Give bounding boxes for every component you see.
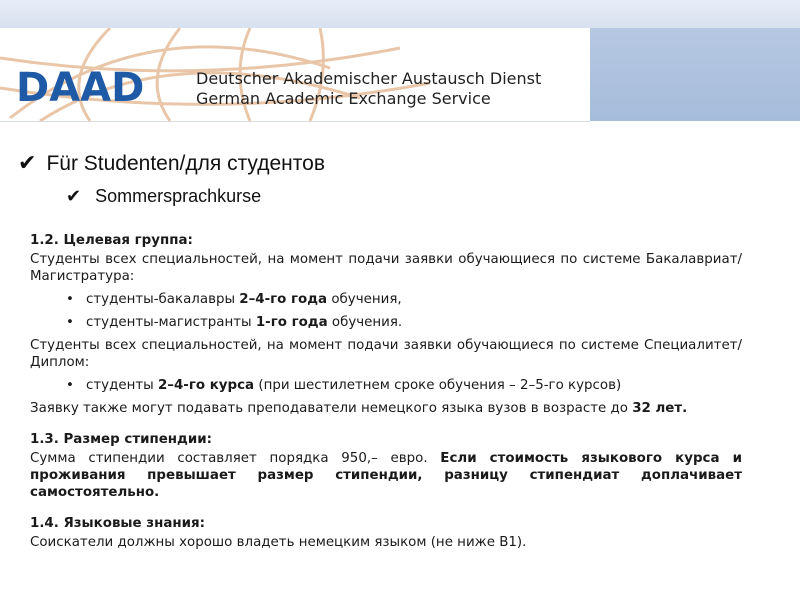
bullet-level1 <box>18 150 325 176</box>
paragraph-specialist-diploma: Студенты всех специальностей, на момент подачи заявки обучающиеся по системе Специалитет/Диплом: <box>30 338 742 370</box>
scanned-document <box>30 232 742 551</box>
bullet-level1-text: Für Studenten/для студентов <box>46 152 325 175</box>
bullet-level2 <box>66 186 261 207</box>
checkmark-icon: ✔ <box>66 186 82 206</box>
bullet-level2-text: Sommersprachkurse <box>95 186 262 206</box>
org-name-english: German Academic Exchange Service <box>196 89 491 108</box>
daad-logo: DAAD <box>16 65 145 111</box>
header-right-panel <box>590 28 800 121</box>
paragraph-teachers: Заявку также могут подавать преподаватели немецкого языка вузов в возрасте до 32 лет. <box>30 401 688 416</box>
list-bachelor-master <box>66 291 742 331</box>
header-banner <box>0 28 590 122</box>
list-item: • студенты-магистранты 1-го года обучения. <box>66 314 742 331</box>
section-heading-1-3: 1.3. Размер стипендии: <box>30 432 212 447</box>
list-item: • студенты-бакалавры 2–4-го года обучения, <box>66 291 742 308</box>
paragraph-language: Соискатели должны хорошо владеть немецким языком (не ниже B1). <box>30 535 527 550</box>
list-item: • студенты 2–4-го курса (при шестилетнем сроке обучения – 2–5-го курсов) <box>66 377 742 394</box>
paragraph-stipend: Сумма стипендии составляет порядка 950,– евро. Если стоимость языкового курса и проживания превышает размер стипендии, разницу стипендиат доплачивает самостоятельно. <box>30 451 742 500</box>
top-bar <box>0 0 800 28</box>
paragraph-bachelor-master: Студенты всех специальностей, на момент подачи заявки обучающиеся по системе Бакалавриат/Магистратура: <box>30 252 742 284</box>
checkmark-icon: ✔ <box>18 150 37 175</box>
section-heading-1-2: 1.2. Целевая группа: <box>30 233 193 248</box>
section-heading-1-4: 1.4. Языковые знания: <box>30 516 205 531</box>
list-specialist-diploma <box>66 377 742 394</box>
org-name-german: Deutscher Akademischer Austausch Dienst <box>196 69 542 88</box>
